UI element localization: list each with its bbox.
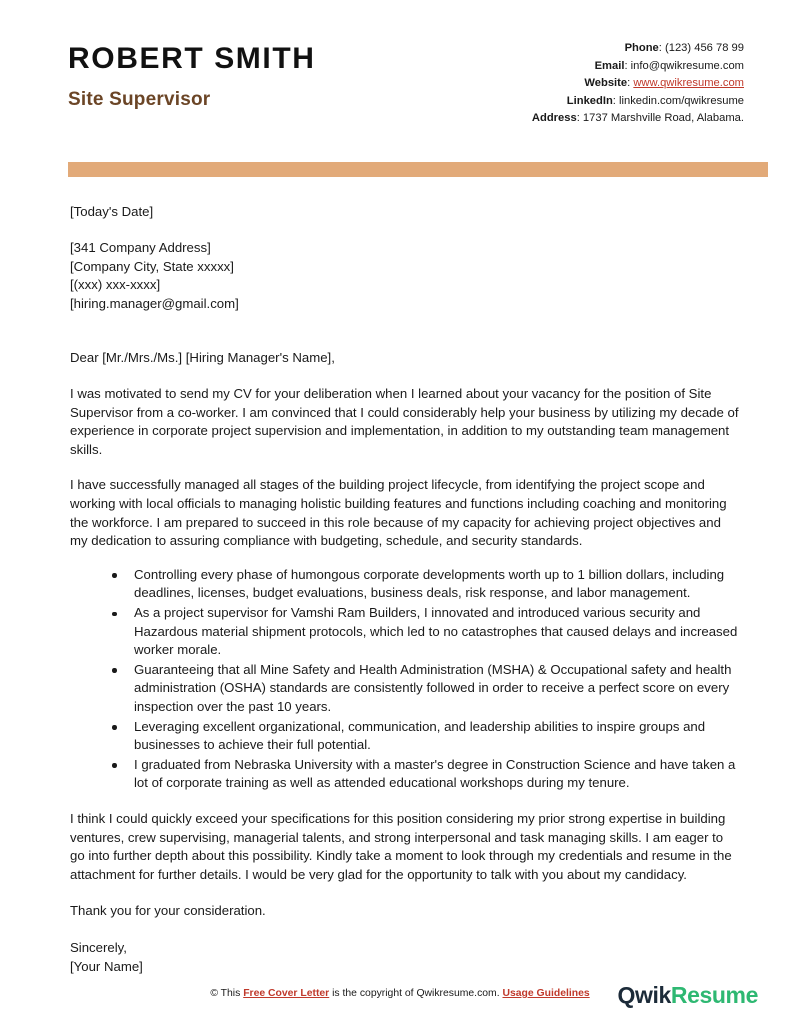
copyright-note [210,988,589,999]
recipient-block [70,203,740,314]
copyright-middle: is the copyright of Qwikresume.com. [329,988,503,999]
signoff-valediction: Sincerely, [70,939,127,955]
list-item: Leveraging excellent organizational, communication, and leadership abilities to inspire groups and businesses to achieve their full potential. [112,718,740,755]
contact-row-email [532,58,744,76]
contact-colon: : [612,94,620,107]
closing-thanks: Thank you for your consideration. [70,903,266,919]
letter-body [0,203,800,977]
body-paragraph-3: I think I could quickly exceed your specifications for this position considering my prior strong expertise in building ventures, crew supervising, managerial talents, and strong interpersonal and task managing skills. I am eager to go into further depth about this possibility. Kindly take a moment to look through my credentials and resume in the attachment for further details. I would be very glad for the opportunity to talk with you about my candidacy. [70,810,732,882]
contact-colon: : [576,112,583,124]
salutation: Dear [Mr./Mrs./Ms.] [Hiring Manager's Name], [70,350,335,366]
logo-text-qwik: Qwik [617,982,671,1008]
logo-text-resume: Resume [670,982,758,1008]
body-paragraph-2: I have successfully managed all stages of the building project lifecycle, from identifying the project scope and working with local officials to managing holistic building features and functions including coaching and monitoring the workforce. I am prepared to succeed in this role because of my capacity for achieving project objectives and my dedication to assuring compliance with budgeting, schedule, and security standards. [70,477,727,549]
contact-colon: : [627,77,634,89]
qwikresume-logo [618,982,758,1009]
signature-name: [Your Name] [70,958,143,974]
contact-row-phone [532,40,744,58]
list-item: As a project supervisor for Vamshi Ram Builders, I innovated and introduced various security and Hazardous material shipment protocols, which led to no catastrophes that caused delays and increased worker morale. [112,604,740,660]
contact-label-address: Address [531,112,577,124]
copyright-prefix: © This [210,988,244,999]
recipient-address-line-2: [Company City, State xxxxx] [70,258,234,274]
recipient-email: [hiring.manager@gmail.com] [70,295,239,311]
date-placeholder: [Today's Date] [70,203,154,219]
accent-bar [68,162,768,177]
contact-label-phone: Phone [624,42,659,54]
list-item: Guaranteeing that all Mine Safety and Health Administration (MSHA) & Occupational safety and health administration (OSHA) standards are consistently followed in order to receive a perfect score on every inspection over the past 10 years. [112,661,740,717]
contact-value-address: 1737 Marshville Road, Alabama. [582,112,744,124]
contact-colon: : [624,59,631,72]
page-title: ROBERT SMITH [68,42,316,75]
contact-label-website: Website [584,77,628,89]
job-title: Site Supervisor [68,89,211,110]
letter-header [0,0,800,128]
contact-row-linkedin [532,93,744,111]
recipient-address-line-1: [341 Company Address] [70,240,211,256]
contact-label-linkedin: LinkedIn [566,94,613,107]
free-cover-letter-link[interactable]: Free Cover Letter [243,988,330,999]
list-item: Controlling every phase of humongous corporate developments worth up to 1 billion dollars, including deadlines, licenses, budget evaluations, business deals, risk response, and labor management. [112,566,740,603]
achievements-list [70,566,740,793]
signoff-block [70,939,740,976]
contact-colon: : [658,42,665,54]
website-link[interactable]: www.qwikresume.com [633,77,744,89]
contact-value-phone: (123) 456 78 99 [665,42,744,54]
recipient-phone: [(xxx) xxx-xxxx] [70,277,161,293]
list-item: I graduated from Nebraska University with a master's degree in Construction Science and have taken a lot of corporate training as well as attended educational workshops during my tenure. [112,756,740,793]
identity-block [68,38,316,111]
contact-details [532,38,744,128]
contact-value-linkedin: linkedin.com/qwikresume [619,94,744,107]
contact-value-email: info@qwikresume.com [630,59,744,72]
contact-row-website [532,75,744,93]
body-paragraph-1: I was motivated to send my CV for your deliberation when I learned about your vacancy for the position of Site Supervisor from a co-worker. I am convinced that I could considerably help your business by utilizing my decade of experience in corporate project supervision and implementation, in addition to my outstanding team management skills. [70,386,739,457]
contact-row-address [532,110,744,128]
contact-label-email: Email [594,59,625,72]
usage-guidelines-link[interactable]: Usage Guidelines [502,988,590,999]
